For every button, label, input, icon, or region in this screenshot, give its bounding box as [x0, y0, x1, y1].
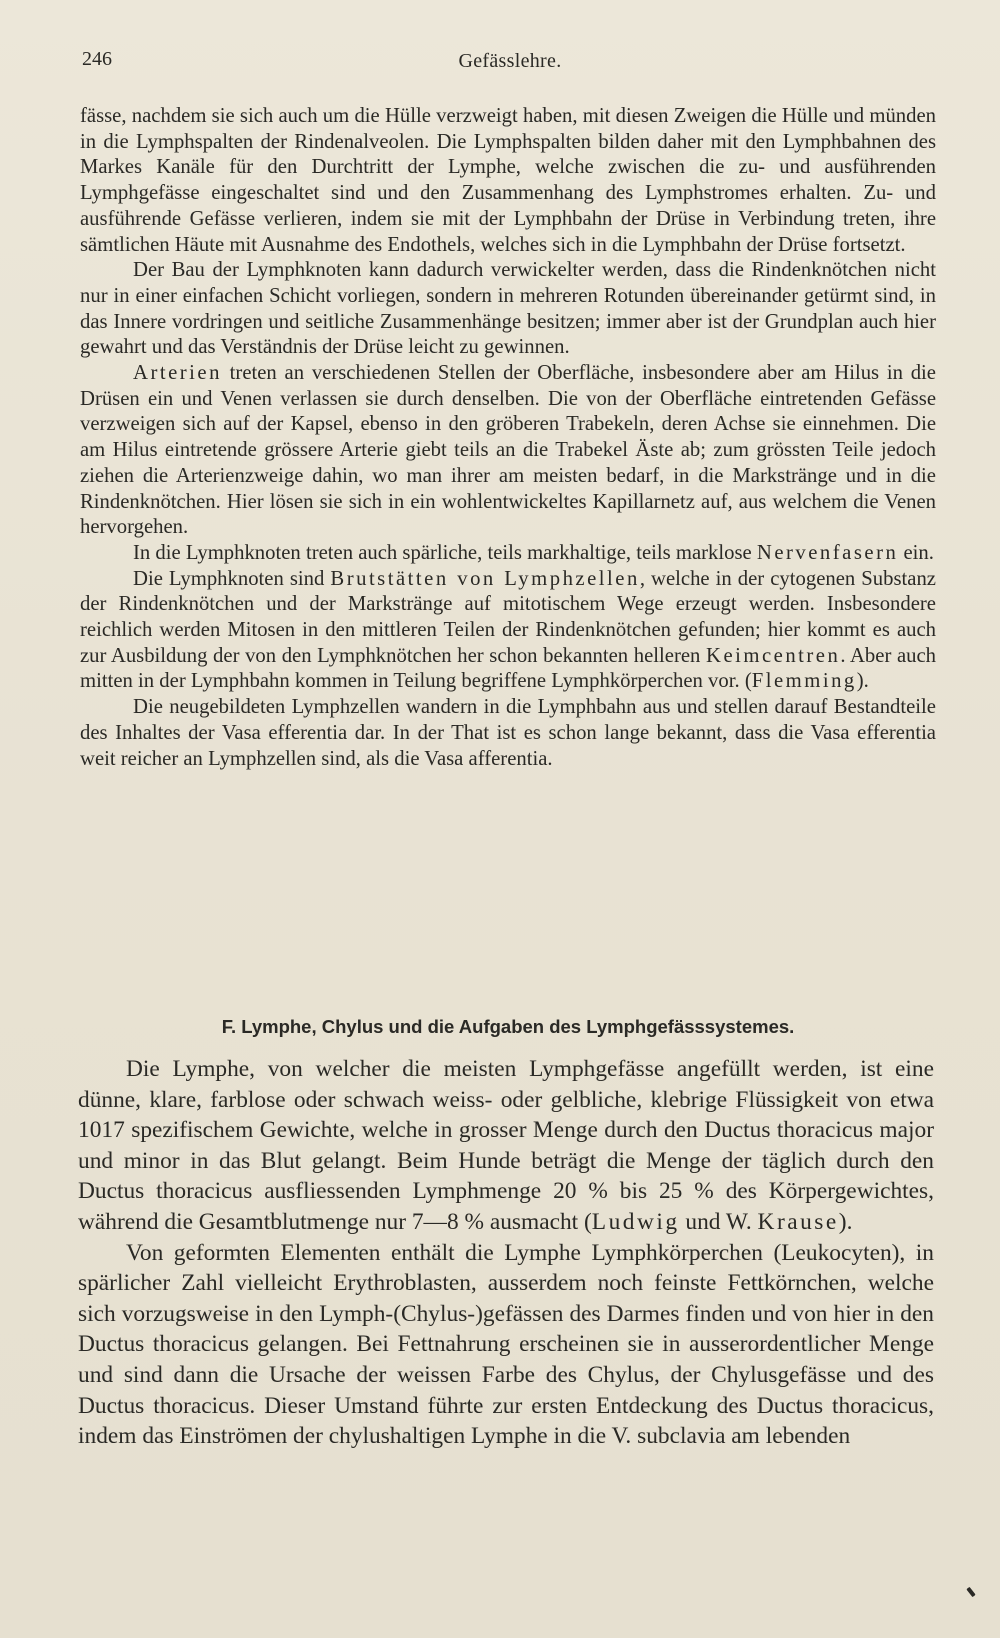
- paragraph: [78, 1238, 934, 1452]
- spaced-emphasis: Arterien: [133, 362, 222, 385]
- text-run: ).: [856, 670, 869, 693]
- spaced-emphasis: Flemming: [751, 670, 857, 693]
- spaced-emphasis: Ludwig: [591, 1208, 680, 1235]
- section-text-block: [78, 1054, 934, 1452]
- paragraph: [80, 695, 936, 772]
- paragraph: [78, 1054, 934, 1238]
- section-heading: F. Lymphe, Chylus und die Aufgaben des Lymphgefässsystemes.: [221, 1016, 795, 1037]
- text-run: Die neugebildeten Lymphzellen wandern in die Lymphbahn aus und stellen darauf Bestandteile des Inhaltes der Vasa efferentia dar. In der That ist es schon lange bekannt, dass die Vasa efferentia weit reicher an Lymphzellen sind, als die Vasa afferentia.: [80, 696, 936, 770]
- spaced-emphasis: Nervenfasern: [756, 541, 899, 564]
- text-run: Die Lymphe, von welcher die meisten Lymphgefässe angefüllt werden, ist eine dünne, klare, farblose oder schwach weiss- oder gelbliche, klebrige Flüssigkeit von etwa 1017 spezifischem Gewichte, welche in grosser Menge durch den Ductus thoracicus major und minor in das Blut gelangt. Beim Hunde beträgt die Menge der täglich durch den Ductus thoracicus ausfliessenden Lymphmenge 20 % bis 25 % des Körpergewichtes, während die Gesamtblutmenge nur 7—8 % ausmacht (: [78, 1056, 934, 1235]
- page-header: [82, 48, 938, 78]
- spaced-emphasis: Krause: [757, 1208, 839, 1235]
- text-run: treten an verschiedenen Stellen der Oberfläche, insbesondere aber am Hilus in die Drüsen ein und Venen verlassen sie durch denselben. Die von der Oberfläche eintretenden Gefässe verzweigen sich auf der Kapsel, ebenso in den gröberen Trabekeln, deren Achse sie einnehmen. Die am Hilus eintretende grössere Arterie giebt teils an die Trabekel Äste ab; zum grössten Teile jedoch ziehen die Arterienzweige dahin, wo man ihrer am meisten bedarf, in die Markstränge und in die Rindenknötchen. Hier lösen sie sich in ein wohlentwickeltes Kapillarnetz auf, aus welchem die Venen hervorgehen.: [80, 362, 936, 539]
- text-run: In die Lymphknoten treten auch spärliche, teils markhaltige, teils marklose: [133, 541, 757, 564]
- text-run: Von geformten Elementen enthält die Lymphe Lymphkörperchen (Leukocyten), in spärlicher Zahl vielleicht Erythroblasten, ausserdem noch feinste Fettkörnchen, welche sich vorzugsweise in den Lymph-(Chylus-)gefässen des Darmes finden und von hier in den Ductus thoracicus gelangen. Bei Fettnahrung erscheinen sie in ausserordentlicher Menge und sind dann die Ursache der weissen Farbe des Chylus, der Chylusgefässe und des Ductus thoracicus. Dieser Umstand führte zur ersten Entdeckung des Ductus thoracicus, indem das Einströmen der chylushaltigen Lymphe in die V. subclavia am lebenden: [78, 1239, 934, 1450]
- text-run: Die Lymphknoten sind: [133, 567, 331, 590]
- paragraph: [80, 567, 936, 696]
- running-title: Gefässlehre.: [458, 50, 562, 72]
- text-run: fässe, nachdem sie sich auch um die Hülle verzweigt haben, mit diesen Zweigen die Hülle und münden in die Lymphspalten der Rindenalveolen. Die Lymphspalten bilden daher mit den Lymphbahnen des Markes Kanäle für den Durchtritt der Lymphe, welche zwischen die zu- und ausführenden Lymphgefässe eingeschaltet sind und den Zusammenhang des Lymphstromes erhalten. Zu- und ausführende Gefässe verlieren, indem sie mit der Lymphbahn der Drüse in Verbindung treten, ihre sämtlichen Häute mit Ausnahme des Endothels, welches sich in die Lymphbahn der Drüse fortsetzt.: [80, 105, 936, 256]
- page-number: 246: [82, 48, 112, 70]
- text-run: Der Bau der Lymphknoten kann dadurch verwickelter werden, dass die Rindenknötchen nicht nur in einer einfachen Schicht vorliegen, sondern in mehreren Rotunden übereinander getürmt sind, in das Innere vordringen und seitliche Zusammenhänge besitzen; immer aber ist der Grundplan auch hier gewahrt und das Verständnis der Drüse leicht zu gewinnen.: [80, 259, 936, 359]
- text-run: . Aber auch mitten in der Lymphbahn kommen in Teilung begriffene Lymphkörperchen vor. (: [80, 644, 936, 693]
- spaced-emphasis: Keimcentren: [706, 644, 841, 667]
- text-run: ).: [838, 1208, 853, 1235]
- paragraph: [80, 541, 936, 567]
- paragraph: [80, 258, 936, 361]
- text-run: , welche in der cytogenen Substanz der Rindenknötchen und der Markstränge auf mitotischem Wege erzeugt werden. Insbesondere reichlich werden Mitosen in den mittleren Teilen der Rindenknötchen gefunden; hier kommt es auch zur Ausbildung der von den Lymphknötchen her schon bekannten helleren: [80, 567, 936, 667]
- print-speck: [966, 1587, 975, 1597]
- main-text-block: [80, 104, 936, 772]
- spaced-emphasis: Brutstätten von Lymphzellen: [330, 567, 640, 590]
- text-run: ein.: [898, 541, 934, 564]
- paragraph: [80, 361, 936, 541]
- paragraph: [80, 104, 936, 258]
- text-run: und W.: [679, 1208, 758, 1235]
